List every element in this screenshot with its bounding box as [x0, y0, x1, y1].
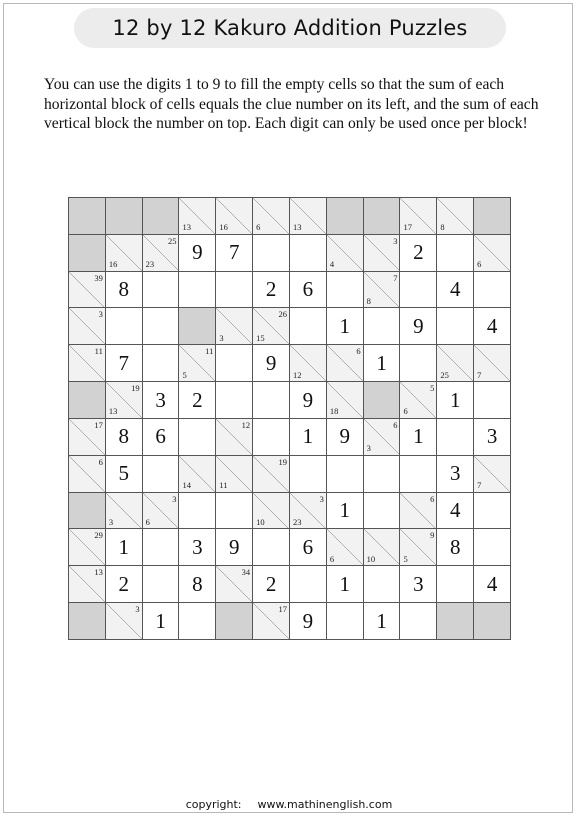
answer-cell[interactable]	[143, 308, 179, 344]
given-digit: 1	[118, 534, 129, 559]
blocked-cell	[474, 198, 510, 234]
down-clue: 16	[108, 259, 118, 270]
down-clue: 8	[440, 222, 445, 233]
answer-cell[interactable]	[474, 382, 510, 418]
answer-cell[interactable]	[290, 272, 326, 308]
down-clue: 17	[403, 222, 412, 233]
down-clue: 25	[440, 369, 449, 380]
answer-cell[interactable]	[437, 566, 473, 602]
across-clue: 19	[131, 383, 140, 394]
answer-cell[interactable]	[253, 382, 289, 418]
answer-cell[interactable]	[290, 308, 326, 344]
answer-cell[interactable]	[216, 272, 252, 308]
across-clue: 29	[94, 530, 103, 541]
given-digit: 8	[118, 277, 129, 302]
given-digit: 1	[302, 424, 314, 449]
given-digit: 8	[118, 424, 129, 449]
down-clue: 7	[477, 369, 482, 380]
answer-cell[interactable]	[290, 529, 326, 565]
answer-cell[interactable]	[253, 566, 289, 602]
across-clue: 3	[393, 235, 398, 246]
answer-cell[interactable]	[290, 235, 326, 271]
given-digit: 6	[302, 277, 314, 302]
clue-cell	[290, 198, 326, 234]
across-clue: 17	[94, 419, 103, 430]
clue-cell	[437, 198, 473, 234]
across-clue: 5	[430, 383, 435, 394]
answer-cell[interactable]	[179, 382, 215, 418]
clue-cell	[106, 382, 142, 418]
answer-cell[interactable]	[400, 603, 436, 639]
given-digit: 9	[192, 240, 203, 265]
answer-cell[interactable]	[216, 382, 252, 418]
clue-cell	[253, 198, 289, 234]
given-digit: 4	[486, 313, 498, 338]
clue-cell	[400, 382, 436, 418]
answer-cell[interactable]	[106, 345, 142, 381]
down-clue: 18	[329, 406, 339, 417]
blocked-cell	[69, 235, 105, 271]
answer-cell[interactable]	[179, 566, 215, 602]
clue-cell	[216, 419, 252, 455]
answer-cell[interactable]	[400, 456, 436, 492]
clue-cell	[216, 308, 252, 344]
answer-cell[interactable]	[106, 419, 142, 455]
clue-cell	[216, 566, 252, 602]
answer-cell[interactable]	[400, 419, 436, 455]
across-clue: 6	[98, 456, 103, 467]
clue-cell	[69, 272, 105, 308]
across-clue: 25	[167, 235, 177, 246]
down-clue: 3	[219, 332, 224, 343]
answer-cell[interactable]	[400, 272, 436, 308]
across-clue: 19	[278, 456, 287, 467]
clue-cell	[400, 529, 436, 565]
blocked-cell	[327, 198, 363, 234]
down-clue: 23	[145, 259, 155, 270]
given-digit: 9	[228, 534, 240, 559]
answer-cell[interactable]	[437, 308, 473, 344]
given-digit: 6	[155, 424, 166, 449]
down-clue: 8	[366, 295, 371, 306]
copyright-label: copyright:	[185, 798, 242, 811]
down-clue: 5	[403, 553, 408, 564]
blocked-cell	[69, 198, 105, 234]
across-clue: 7	[393, 272, 398, 283]
blocked-cell	[69, 603, 105, 639]
blocked-cell	[474, 603, 510, 639]
answer-cell[interactable]	[106, 566, 142, 602]
across-clue: 17	[278, 604, 287, 615]
answer-cell[interactable]	[437, 272, 473, 308]
clue-cell	[327, 345, 363, 381]
clue-cell	[106, 603, 142, 639]
answer-cell[interactable]	[179, 603, 215, 639]
clue-cell	[143, 493, 179, 529]
answer-cell[interactable]	[327, 419, 363, 455]
answer-cell[interactable]	[143, 456, 179, 492]
clue-cell	[253, 603, 289, 639]
clue-cell	[106, 493, 142, 529]
clue-cell	[253, 308, 289, 344]
answer-cell[interactable]	[253, 419, 289, 455]
given-digit: 1	[376, 608, 387, 633]
clue-cell	[364, 272, 400, 308]
across-clue: 12	[241, 419, 251, 430]
blocked-cell	[216, 603, 252, 639]
clue-cell	[69, 456, 105, 492]
clue-cell	[364, 235, 400, 271]
across-clue: 9	[430, 530, 435, 541]
answer-cell[interactable]	[143, 419, 179, 455]
blocked-cell	[437, 603, 473, 639]
clue-cell	[69, 419, 105, 455]
across-clue: 13	[94, 567, 103, 578]
clue-cell	[253, 456, 289, 492]
answer-cell[interactable]	[327, 603, 363, 639]
across-clue: 3	[98, 309, 103, 320]
clue-cell	[327, 529, 363, 565]
given-digit: 3	[486, 424, 498, 449]
answer-cell[interactable]	[437, 529, 473, 565]
down-clue: 4	[329, 259, 335, 270]
down-clue: 10	[256, 516, 265, 527]
answer-cell[interactable]	[143, 345, 179, 381]
answer-cell[interactable]	[364, 603, 400, 639]
answer-cell[interactable]	[179, 493, 215, 529]
down-clue: 6	[145, 516, 150, 527]
clue-cell	[474, 456, 510, 492]
answer-cell[interactable]	[106, 529, 142, 565]
clue-cell	[327, 382, 363, 418]
given-digit: 1	[339, 498, 350, 523]
clue-cell	[327, 235, 363, 271]
answer-cell[interactable]	[327, 566, 363, 602]
down-clue: 12	[292, 369, 302, 380]
answer-cell[interactable]	[364, 308, 400, 344]
given-digit: 4	[449, 277, 461, 302]
answer-cell[interactable]	[143, 566, 179, 602]
across-clue: 3	[319, 493, 324, 504]
clue-cell	[437, 345, 473, 381]
answer-cell[interactable]	[474, 419, 510, 455]
given-digit: 6	[302, 534, 314, 559]
clue-cell	[143, 235, 179, 271]
down-clue: 13	[292, 222, 302, 233]
answer-cell[interactable]	[364, 345, 400, 381]
clue-cell	[69, 566, 105, 602]
given-digit: 7	[118, 350, 129, 375]
clue-cell	[364, 529, 400, 565]
answer-cell[interactable]	[216, 493, 252, 529]
answer-cell[interactable]	[400, 235, 436, 271]
answer-cell[interactable]	[437, 456, 473, 492]
across-clue: 34	[241, 567, 251, 578]
given-digit: 3	[413, 571, 424, 596]
blocked-cell	[69, 382, 105, 418]
down-clue: 3	[366, 443, 371, 454]
answer-cell[interactable]	[400, 308, 436, 344]
down-clue: 6	[256, 222, 261, 233]
answer-cell[interactable]	[290, 419, 326, 455]
blocked-cell	[69, 493, 105, 529]
clue-cell	[69, 308, 105, 344]
clue-cell	[364, 419, 400, 455]
across-clue: 26	[278, 309, 287, 320]
answer-cell[interactable]	[290, 456, 326, 492]
blocked-cell	[143, 198, 179, 234]
across-clue: 11	[94, 346, 103, 357]
blocked-cell	[179, 308, 215, 344]
down-clue: 5	[182, 369, 187, 380]
clue-cell	[179, 198, 215, 234]
down-clue: 14	[182, 480, 191, 491]
given-digit: 3	[155, 387, 166, 412]
given-digit: 1	[339, 571, 350, 596]
clue-cell	[474, 235, 510, 271]
blocked-cell	[364, 382, 400, 418]
given-digit: 1	[376, 350, 387, 375]
given-digit: 2	[265, 571, 277, 596]
answer-cell[interactable]	[474, 566, 510, 602]
given-digit: 2	[192, 387, 203, 412]
answer-cell[interactable]	[290, 603, 326, 639]
clue-cell	[69, 345, 105, 381]
answer-cell[interactable]	[143, 382, 179, 418]
clue-cell	[179, 456, 215, 492]
answer-cell[interactable]	[106, 272, 142, 308]
answer-cell[interactable]	[400, 566, 436, 602]
down-clue: 3	[108, 516, 114, 527]
answer-cell[interactable]	[143, 272, 179, 308]
kakuro-grid	[68, 197, 511, 640]
clue-cell	[474, 345, 510, 381]
across-clue: 11	[205, 346, 214, 357]
answer-cell[interactable]	[253, 345, 289, 381]
answer-cell[interactable]	[364, 493, 400, 529]
down-clue: 7	[477, 480, 482, 491]
down-clue: 6	[477, 259, 482, 270]
across-clue: 3	[172, 493, 177, 504]
given-digit: 8	[192, 571, 203, 596]
given-digit: 8	[449, 534, 461, 559]
given-digit: 2	[413, 240, 424, 265]
clue-cell	[290, 493, 326, 529]
answer-cell[interactable]	[474, 529, 510, 565]
given-digit: 1	[155, 608, 166, 633]
answer-cell[interactable]	[437, 382, 473, 418]
given-digit: 1	[339, 313, 350, 338]
down-clue: 23	[292, 516, 302, 527]
answer-cell[interactable]	[327, 272, 363, 308]
answer-cell[interactable]	[216, 529, 252, 565]
given-digit: 3	[192, 534, 203, 559]
clue-cell	[179, 345, 215, 381]
answer-cell[interactable]	[437, 493, 473, 529]
blocked-cell	[364, 198, 400, 234]
given-digit: 1	[413, 424, 424, 449]
website-url[interactable]: www.mathinenglish.com	[257, 798, 393, 811]
answer-cell[interactable]	[437, 235, 473, 271]
given-digit: 5	[118, 461, 129, 486]
clue-cell	[253, 493, 289, 529]
given-digit: 2	[118, 571, 129, 596]
answer-cell[interactable]	[474, 493, 510, 529]
across-clue: 39	[94, 272, 103, 283]
given-digit: 1	[449, 387, 461, 412]
given-digit: 3	[449, 461, 461, 486]
answer-cell[interactable]	[327, 456, 363, 492]
across-clue: 6	[393, 419, 398, 430]
answer-cell[interactable]	[290, 382, 326, 418]
answer-cell[interactable]	[216, 235, 252, 271]
page-title: 12 by 12 Kakuro Addition Puzzles	[112, 16, 468, 40]
answer-cell[interactable]	[364, 566, 400, 602]
given-digit: 9	[302, 387, 314, 412]
down-clue: 15	[256, 332, 265, 343]
answer-cell[interactable]	[179, 529, 215, 565]
down-clue: 6	[329, 553, 335, 564]
answer-cell[interactable]	[179, 419, 215, 455]
given-digit: 4	[486, 571, 498, 596]
given-digit: 7	[228, 240, 240, 265]
answer-cell[interactable]	[327, 493, 363, 529]
clue-cell	[216, 198, 252, 234]
answer-cell[interactable]	[474, 308, 510, 344]
answer-cell[interactable]	[327, 308, 363, 344]
answer-cell[interactable]	[106, 456, 142, 492]
answer-cell[interactable]	[216, 345, 252, 381]
given-digit: 4	[449, 498, 461, 523]
across-clue: 6	[430, 493, 435, 504]
clue-cell	[400, 198, 436, 234]
title-banner	[74, 8, 506, 48]
answer-cell[interactable]	[437, 419, 473, 455]
instructions-text: You can use the digits 1 to 9 to fill the empty cells so that the sum of each horizontal block of cells equals the clue number on its left, and the sum of each vertical block the number on top. Each digit can only be used once per block!	[44, 76, 539, 132]
answer-cell[interactable]	[253, 272, 289, 308]
answer-cell[interactable]	[364, 456, 400, 492]
answer-cell[interactable]	[290, 566, 326, 602]
answer-cell[interactable]	[143, 529, 179, 565]
answer-cell[interactable]	[143, 603, 179, 639]
clue-cell	[69, 529, 105, 565]
given-digit: 9	[302, 608, 314, 633]
clue-cell	[216, 456, 252, 492]
down-clue: 13	[182, 222, 191, 233]
answer-cell[interactable]	[400, 345, 436, 381]
across-clue: 3	[135, 604, 140, 615]
blocked-cell	[106, 198, 142, 234]
down-clue: 16	[219, 222, 228, 233]
down-clue: 13	[108, 406, 118, 417]
clue-cell	[290, 345, 326, 381]
answer-cell[interactable]	[106, 308, 142, 344]
footer	[0, 798, 578, 811]
answer-cell[interactable]	[253, 529, 289, 565]
given-digit: 9	[265, 350, 277, 375]
answer-cell[interactable]	[179, 235, 215, 271]
down-clue: 10	[366, 553, 376, 564]
clue-cell	[106, 235, 142, 271]
given-digit: 2	[265, 277, 277, 302]
across-clue: 6	[356, 346, 361, 357]
answer-cell[interactable]	[179, 272, 215, 308]
answer-cell[interactable]	[253, 235, 289, 271]
given-digit: 9	[413, 313, 424, 338]
clue-cell	[400, 493, 436, 529]
given-digit: 9	[339, 424, 350, 449]
answer-cell[interactable]	[474, 272, 510, 308]
down-clue: 6	[403, 406, 408, 417]
down-clue: 11	[219, 480, 228, 491]
